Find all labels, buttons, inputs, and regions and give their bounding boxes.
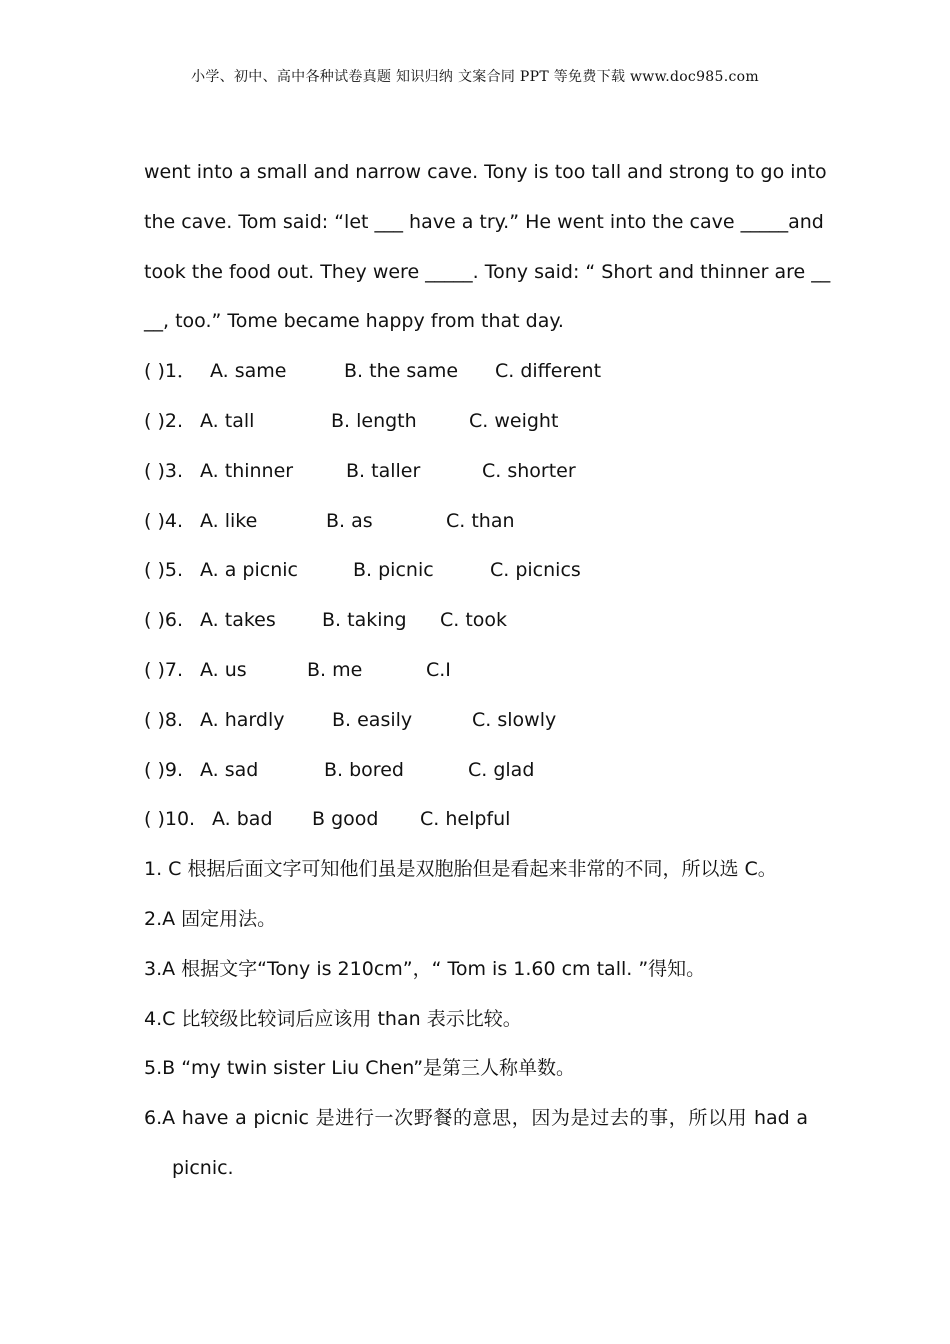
option-a: A. bad	[212, 808, 273, 831]
question-row	[144, 499, 808, 549]
answer-line: 3.A 根据文字“Tony is 210cm”，“ Tom is 1.60 cm tall. ”得知。	[144, 957, 706, 980]
answer-line: 4.C 比较级比较词后应该用 than 表示比较。	[144, 1007, 522, 1030]
option-b: B. the same	[344, 360, 459, 383]
question-row	[144, 399, 808, 449]
option-a: A. sad	[200, 758, 259, 781]
answer-line: 6.A have a picnic 是进行一次野餐的意思，因为是过去的事，所以用 had a	[144, 1107, 808, 1130]
option-c: C. slowly	[472, 708, 557, 731]
option-a: A. same	[210, 360, 287, 383]
option-b: B. taller	[346, 459, 421, 482]
option-b: B. length	[331, 409, 417, 432]
option-a: A. like	[200, 509, 258, 532]
option-c: C. picnics	[490, 559, 581, 582]
option-b: B. taking	[322, 609, 407, 632]
option-c: C. took	[440, 609, 508, 632]
option-c: C. different	[495, 360, 602, 383]
option-a: A. hardly	[200, 708, 285, 731]
option-c: C. glad	[468, 758, 535, 781]
question-number: ( )5.	[144, 559, 183, 582]
option-b: B. picnic	[353, 559, 434, 582]
option-c: C. weight	[469, 409, 559, 432]
option-b: B. as	[326, 509, 373, 532]
question-number: ( )10.	[144, 808, 196, 831]
passage-line: went into a small and narrow cave. Tony is too tall and strong to go into	[144, 161, 827, 183]
option-b: B good	[312, 808, 379, 831]
passage-line: __, too.” Tome became happy from that day.	[144, 310, 564, 333]
question-number: ( )7.	[144, 658, 183, 681]
answer-line: 5.B “my twin sister Liu Chen”是第三人称单数。	[144, 1057, 576, 1080]
option-a: A. us	[200, 658, 247, 681]
page-header: 小学、初中、高中各种试卷真题 知识归纳 文案合同 PPT 等免费下载 www.doc985.com	[191, 69, 759, 85]
answer-line-continuation: picnic.	[172, 1156, 234, 1179]
answer-line: 2.A 固定用法。	[144, 907, 277, 930]
question-row	[144, 548, 808, 598]
question-number: ( )6.	[144, 609, 183, 632]
answer-line: 1. C 根据后面文字可知他们虽是双胞胎但是看起来非常的不同，所以选 C。	[144, 858, 777, 881]
option-c: C.I	[426, 658, 451, 681]
option-a: A. a picnic	[200, 559, 298, 582]
option-a: A. thinner	[200, 459, 294, 482]
question-row	[144, 598, 808, 648]
option-c: C. than	[446, 509, 515, 532]
question-number: ( )2.	[144, 409, 183, 432]
option-b: B. easily	[332, 708, 413, 731]
question-row	[144, 648, 808, 698]
question-number: ( )4.	[144, 509, 183, 532]
option-b: B. bored	[324, 758, 404, 781]
question-number: ( )8.	[144, 708, 183, 731]
question-row	[144, 748, 808, 798]
passage-line: the cave. Tom said: “let ___ have a try.” He went into the cave _____and	[144, 210, 824, 233]
question-number: ( )3.	[144, 459, 183, 482]
question-row	[144, 698, 808, 748]
option-a: A. tall	[200, 409, 255, 432]
option-b: B. me	[307, 658, 363, 681]
answer-key	[144, 847, 808, 1196]
passage	[144, 150, 831, 349]
passage-line: took the food out. They were _____. Tony said: “ Short and thinner are __	[144, 260, 831, 283]
question-row	[144, 349, 808, 399]
question-row	[144, 449, 808, 499]
option-a: A. takes	[200, 609, 276, 632]
option-c: C. helpful	[420, 808, 511, 831]
question-list	[144, 349, 808, 847]
question-number: ( )1．	[144, 360, 196, 383]
document-body	[144, 150, 831, 1196]
question-row	[144, 797, 808, 847]
option-c: C. shorter	[482, 459, 576, 482]
question-number: ( )9.	[144, 758, 183, 781]
